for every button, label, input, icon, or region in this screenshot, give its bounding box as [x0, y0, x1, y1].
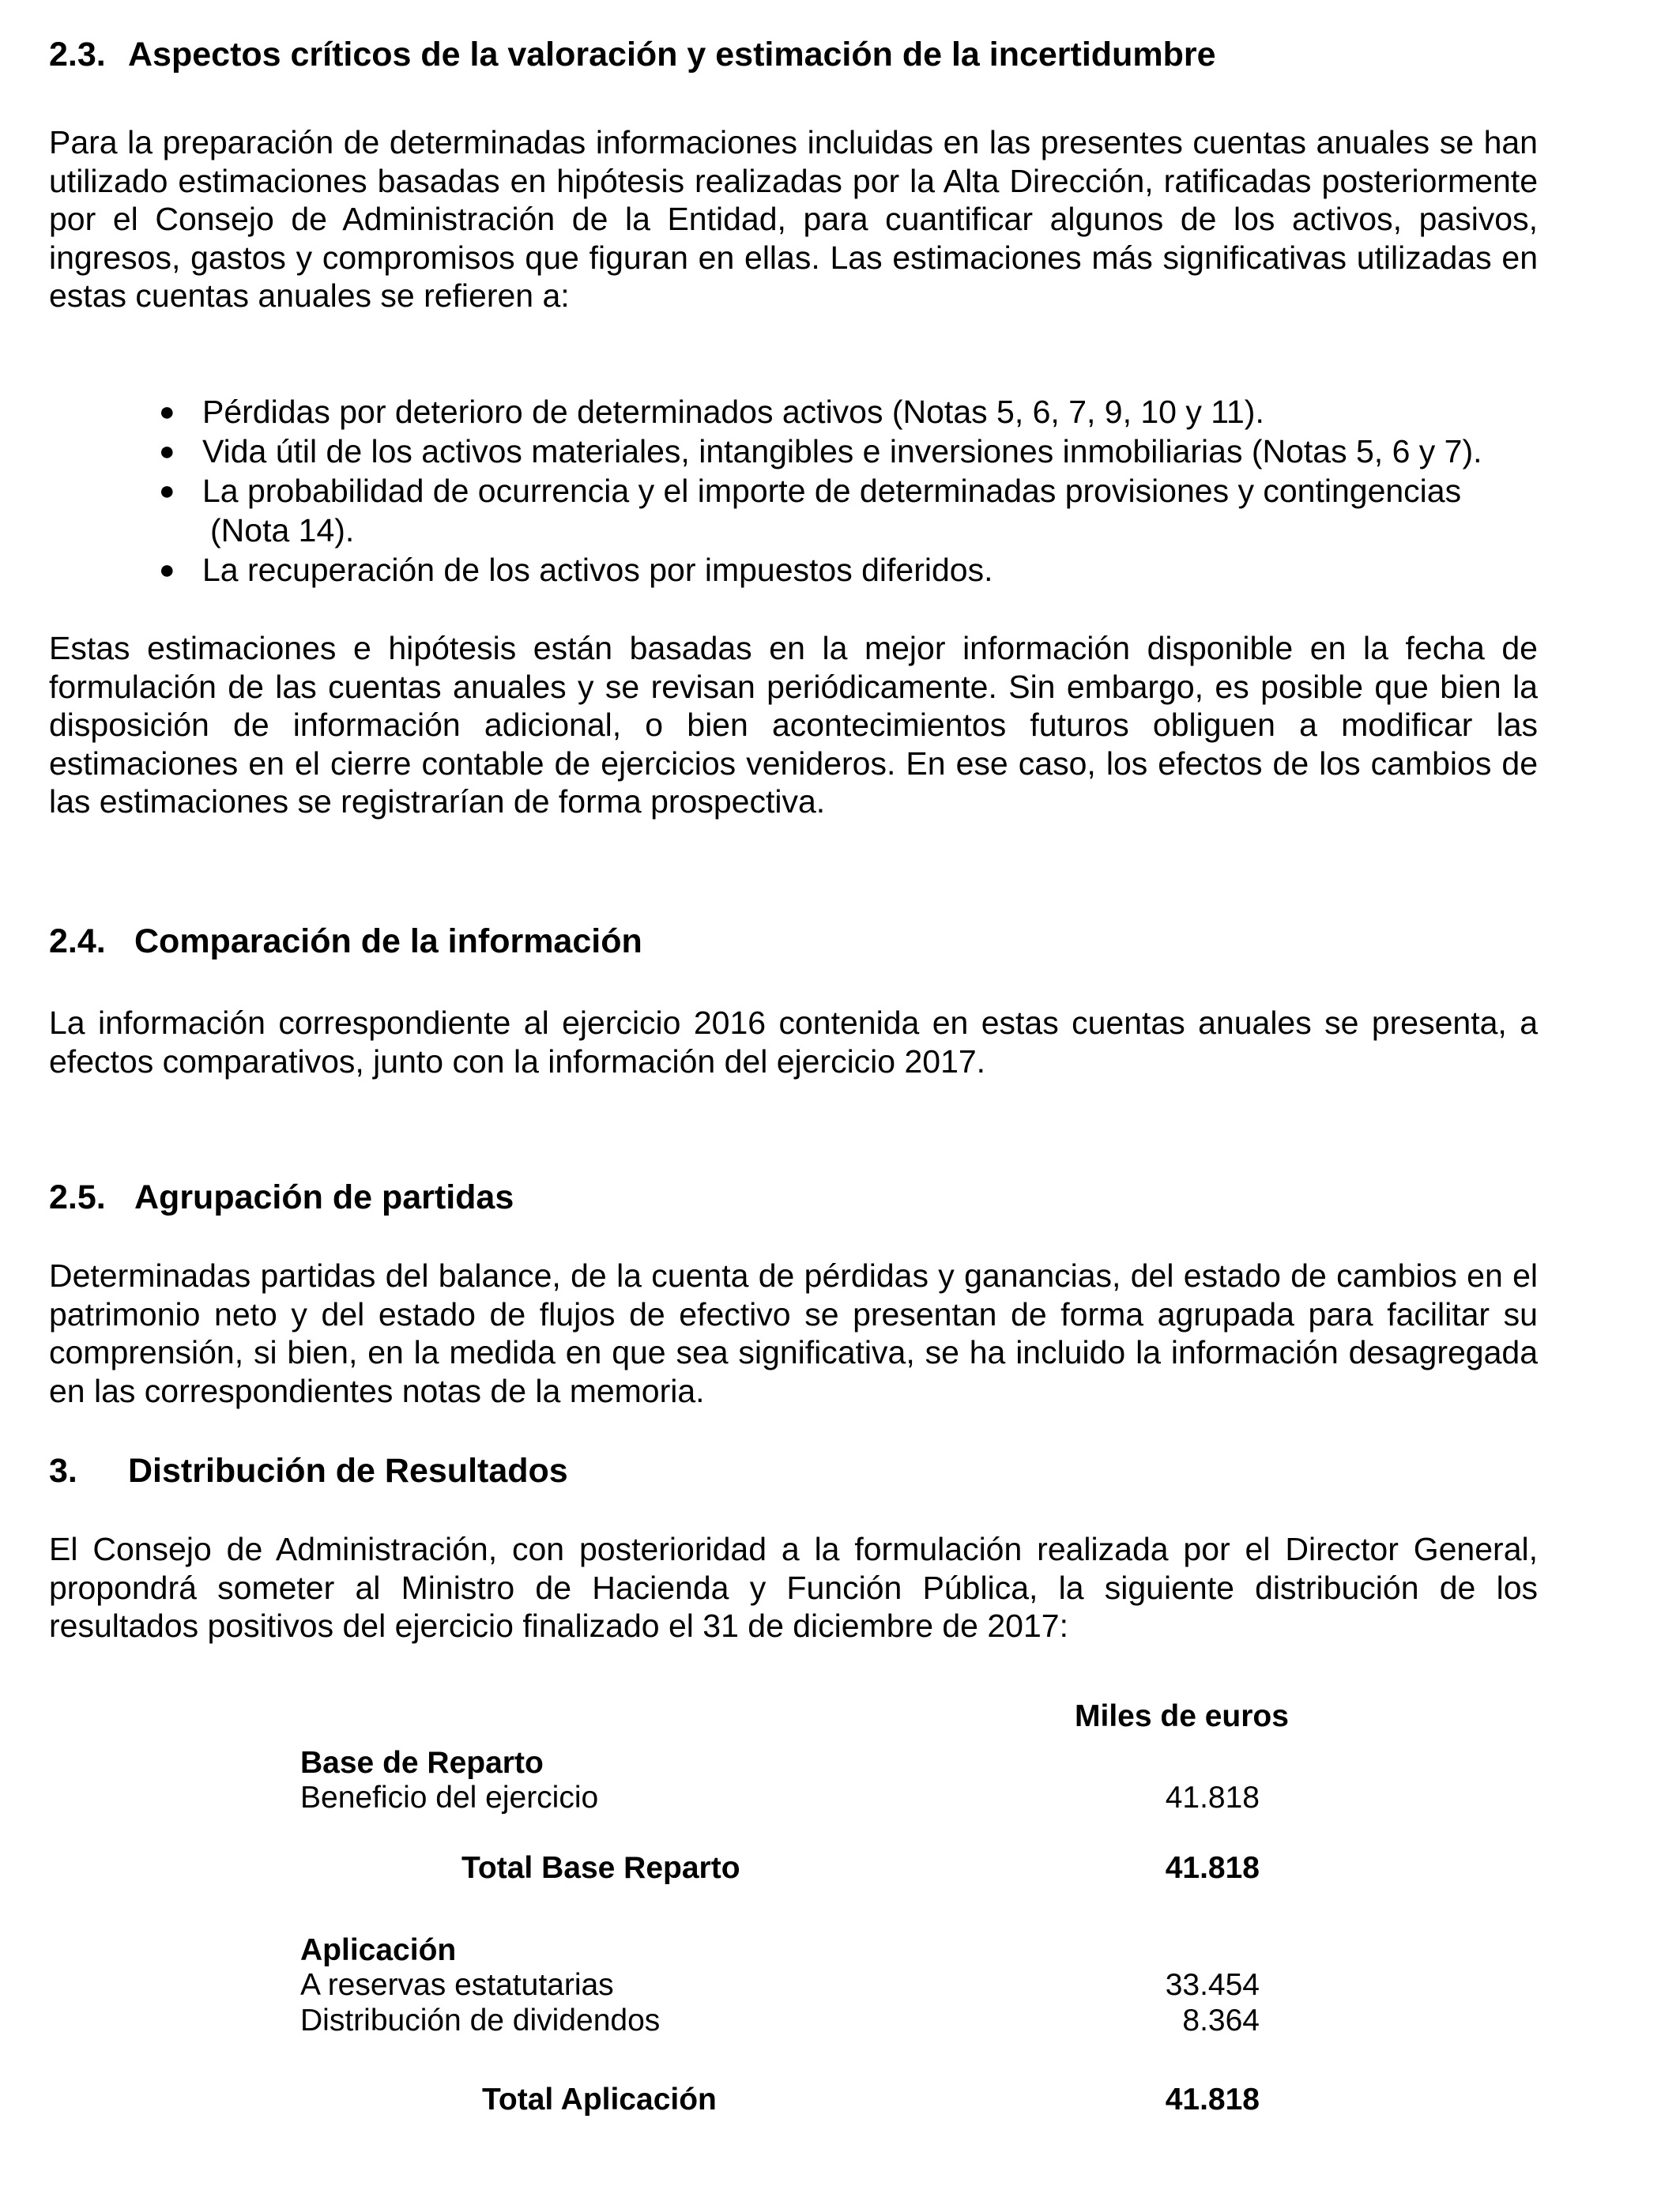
section-heading-2-4 [49, 922, 642, 960]
list-item [160, 471, 1538, 550]
bullet-icon: ● [159, 397, 175, 427]
estimates-closing-paragraph: Estas estimaciones e hipótesis están basadas en la mejor información disponible en la fecha de formulación de las cuentas anuales y se revisan periódicamente. Sin embargo, es posible que bien la disposición de información adicional, o bien acontecimientos futuros obliguen a modificar las estimaciones en el cierre contable de ejercicios venideros. En ese caso, los efectos de los cambios de las estimaciones se registrarían de forma prospectiva. [49, 630, 1538, 820]
grouping-paragraph: Determinadas partidas del balance, de la cuenta de pérdidas y ganancias, del estado de cambios en el patrimonio neto y del estado de flujos de efectivo se presentan de forma agrupada para facilitar su comprensión, si bien, en la medida en que sea significativa, se ha incluido la información desagregada en las correspondientes notas de la memoria. [49, 1257, 1538, 1409]
bullet-icon: ● [159, 476, 175, 506]
estimates-bullet-list [160, 392, 1538, 590]
total-aplicacion-value: 41.818 [1165, 2083, 1260, 2117]
dividendos-value: 8.364 [1182, 2004, 1260, 2038]
base-reparto-title: Base de Reparto [300, 1746, 544, 1780]
bullet-icon: ● [159, 555, 175, 585]
section-number: 2.5. [49, 1178, 106, 1216]
bullet-text: Vida útil de los activos materiales, intangibles e inversiones inmobiliarias (Notas 5, 6 y 7). [202, 433, 1482, 469]
section-number: 3. [49, 1452, 77, 1490]
section-title: Distribución de Resultados [128, 1452, 568, 1490]
bullet-icon: ● [159, 436, 175, 466]
section-title: Comparación de la información [134, 922, 642, 960]
list-item [160, 392, 1538, 432]
beneficio-label: Beneficio del ejercicio [300, 1781, 599, 1815]
dividendos-label: Distribución de dividendos [300, 2004, 661, 2038]
section-heading-2-3 [49, 38, 1215, 72]
reservas-label: A reservas estatutarias [300, 1968, 614, 2002]
bullet-text: Pérdidas por deterioro de determinados activos (Notas 5, 6, 7, 9, 10 y 11). [202, 394, 1264, 430]
reservas-value: 33.454 [1165, 1968, 1260, 2002]
total-aplicacion-label: Total Aplicación [482, 2083, 717, 2117]
total-base-label: Total Base Reparto [461, 1851, 740, 1885]
section-number: 2.3. [49, 36, 106, 74]
section-number: 2.4. [49, 922, 106, 960]
distribution-paragraph: El Consejo de Administración, con posterioridad a la formulación realizada por el Director General, propondrá someter al Ministro de Hacienda y Función Pública, la siguiente distribución de los resultados positivos del ejercicio finalizado el 31 de diciembre de 2017: [49, 1531, 1538, 1644]
bullet-text: La recuperación de los activos por impuestos diferidos. [202, 552, 993, 588]
unit-header: Miles de euros [1075, 1699, 1289, 1733]
list-item [160, 550, 1538, 590]
section-title: Agrupación de partidas [134, 1178, 514, 1216]
bullet-continuation: (Nota 14). [210, 512, 355, 548]
bullet-text: La probabilidad de ocurrencia y el importe de determinadas provisiones y contingencias [202, 473, 1462, 509]
list-item [160, 432, 1538, 471]
aplicacion-title: Aplicación [300, 1933, 457, 1967]
section-heading-2-5 [49, 1178, 514, 1216]
comparison-paragraph: La información correspondiente al ejercicio 2016 contenida en estas cuentas anuales se presenta, a efectos comparativos, junto con la información del ejercicio 2017. [49, 1005, 1538, 1080]
section-title: Aspectos críticos de la valoración y estimación de la incertidumbre [128, 36, 1216, 74]
estimates-intro-paragraph: Para la preparación de determinadas informaciones incluidas en las presentes cuentas anuales se han utilizado estimaciones basadas en hipótesis realizadas por la Alta Dirección, ratificadas posteriormente por el Consejo de Administración de la Entidad, para cuantificar algunos de los activos, pasivos, ingresos, gastos y compromisos que figuran en ellas. Las estimaciones más significativas utilizadas en estas cuentas anuales se refieren a: [49, 124, 1538, 314]
total-base-value: 41.818 [1165, 1851, 1260, 1885]
section-heading-3 [49, 1454, 568, 1488]
beneficio-value: 41.818 [1165, 1781, 1260, 1815]
